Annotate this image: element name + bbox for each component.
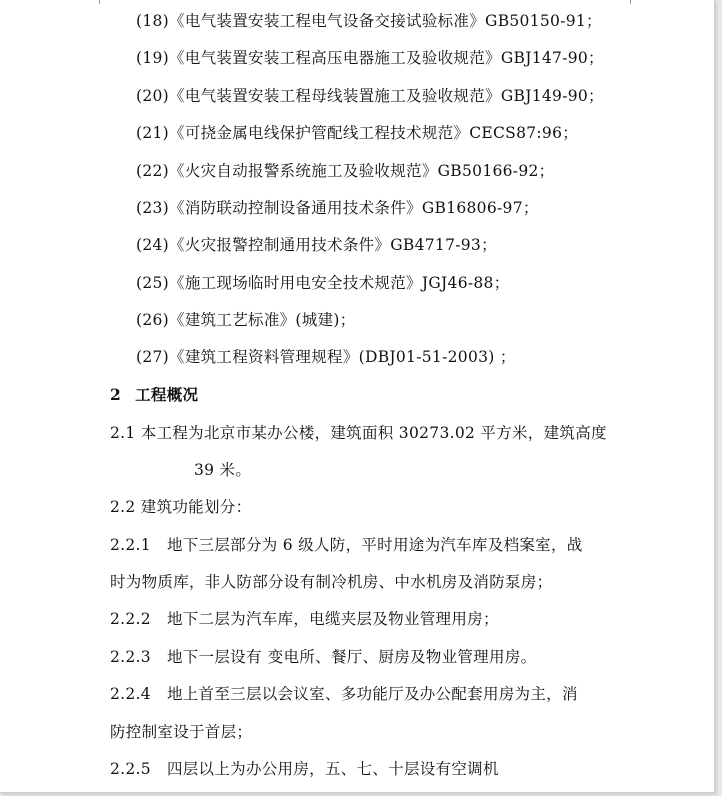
reference-item-19: (19)《电气装置安装工程高压电器施工及验收规范》GBJ147-90； xyxy=(136,49,604,67)
paragraph-2-2-3 xyxy=(110,646,536,668)
paragraph-2-2-4-line-1 xyxy=(110,683,578,705)
paragraph-2-1-line-2: 39 米。 xyxy=(194,461,252,479)
section-title: 工程概况 xyxy=(135,385,199,404)
reference-item-26: (26)《建筑工艺标准》(城建)； xyxy=(136,311,356,329)
reference-item-24: (24)《火灾报警控制通用技术条件》GB4717-93； xyxy=(136,236,497,254)
clause-text: 四层以上为办公用房，五、七、十层设有空调机 xyxy=(166,760,499,778)
reference-item-20: (20)《电气装置安装工程母线装置施工及验收规范》GBJ149-90； xyxy=(136,87,604,105)
clause-number: 2.2.3 xyxy=(110,648,151,666)
clause-number: 2.2.2 xyxy=(110,610,151,628)
clause-text-part-b: 变电所、餐厅、厨房及物业管理用房。 xyxy=(267,648,537,666)
crop-mark-left xyxy=(99,0,100,4)
crop-mark-right xyxy=(630,0,631,4)
paragraph-2-2: 2.2 建筑功能划分： xyxy=(110,498,252,516)
paragraph-2-2-2 xyxy=(110,608,499,630)
clause-text: 地下二层为汽车库，电缆夹层及物业管理用房； xyxy=(166,610,499,628)
clause-text: 地下三层部分为 6 级人防，平时用途为汽车库及档案室，战 xyxy=(166,536,583,554)
clause-number: 2.2.4 xyxy=(110,685,151,703)
paragraph-2-2-5 xyxy=(110,758,499,780)
reference-item-23: (23)《消防联动控制设备通用技术条件》GB16806-97； xyxy=(136,199,539,217)
reference-item-21: (21)《可挠金属电线保护管配线工程技术规范》CECS87:96； xyxy=(136,124,579,142)
reference-item-22: (22)《火灾自动报警系统施工及验收规范》GB50166-92； xyxy=(136,162,555,180)
clause-text-part-a: 地下一层设有 xyxy=(166,648,262,666)
reference-item-25: (25)《施工现场临时用电安全技术规范》JGJ46-88； xyxy=(136,274,510,292)
reference-item-18: (18)《电气装置安装工程电气设备交接试验标准》GB50150-91； xyxy=(136,12,602,30)
clause-number: 2.2.1 xyxy=(110,536,151,554)
reference-item-27: (27)《建筑工程资料管理规程》(DBJ01-51-2003) ； xyxy=(136,348,516,366)
clause-text: 地上首至三层以会议室、多功能厅及办公配套用房为主，消 xyxy=(166,685,578,703)
paragraph-2-2-1-line-2: 时为物质库，非人防部分设有制冷机房、中水机房及消防泵房； xyxy=(110,573,553,591)
clause-number: 2.2.5 xyxy=(110,760,151,778)
paragraph-2-2-4-line-2: 防控制室设于首层； xyxy=(110,723,253,741)
paragraph-2-1-line-1: 2.1 本工程为北京市某办公楼，建筑面积 30273.02 平方米，建筑高度 xyxy=(110,424,607,442)
section-number: 2 xyxy=(110,385,122,404)
section-heading xyxy=(110,384,198,406)
paragraph-2-2-1-line-1 xyxy=(110,534,583,556)
